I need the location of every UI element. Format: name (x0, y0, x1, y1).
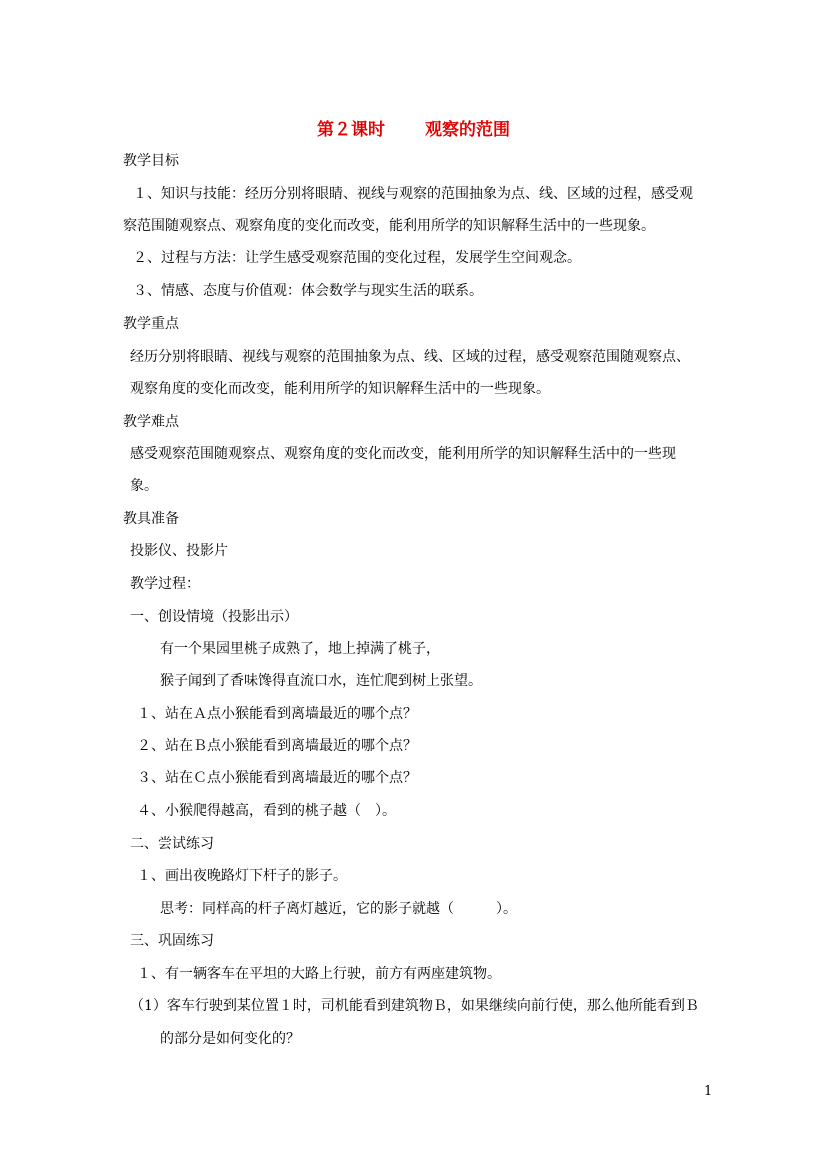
lesson-topic: 观察的范围 (425, 120, 510, 140)
goal-1-line-2: 察范围随观察点、观察角度的变化而改变，能利用所学的知识解释生活中的一些现象。 (123, 218, 655, 234)
lesson-title (0, 115, 827, 140)
section-heading-process: 教学过程： (130, 576, 200, 592)
difficulties-line-1: 感受观察范围随观察点、观察角度的变化而改变，能利用所学的知识解释生活中的一些现 (130, 446, 676, 462)
key-points-line-2: 观察角度的变化而改变，能利用所学的知识解释生活中的一些现象。 (130, 381, 550, 397)
practice-1: １、画出夜晚路灯下杆子的影子。 (137, 868, 347, 884)
step-2-heading: 二、尝试练习 (130, 836, 214, 852)
difficulties-line-2: 象。 (130, 478, 158, 494)
exercise-1-sub-1-line-1: （1）客车行驶到某位置１时，司机能看到建筑物Ｂ，如果继续向前行使，那么他所能看到Ｂ (130, 998, 699, 1014)
exercise-1-sub-1-line-2: 的部分是如何变化的？ (160, 1031, 300, 1047)
goal-1-line-1: １、知识与技能：经历分别将眼睛、视线与观察的范围抽象为点、线、区域的过程，感受观 (133, 186, 693, 202)
section-heading-goals: 教学目标 (123, 153, 179, 169)
key-points-line-1: 经历分别将眼睛、视线与观察的范围抽象为点、线、区域的过程，感受观察范围随观察点、 (130, 349, 690, 365)
lesson-number: 第２课时 (317, 120, 385, 140)
section-heading-materials: 教具准备 (123, 511, 179, 527)
story-line-1: 有一个果园里桃子成熟了，地上掉满了桃子， (160, 641, 440, 657)
goal-2: ２、过程与方法：让学生感受观察范围的变化过程，发展学生空间观念。 (133, 250, 581, 266)
materials: 投影仪、投影片 (130, 543, 228, 559)
question-3: ３、站在Ｃ点小猴能看到离墙最近的哪个点？ (137, 770, 417, 786)
exercise-1: １、有一辆客车在平坦的大路上行驶，前方有两座建筑物。 (137, 966, 501, 982)
step-1-heading: 一、创设情境（投影出示） (130, 609, 298, 625)
section-heading-difficulties: 教学难点 (123, 414, 179, 430)
page-number: 1 (704, 1084, 713, 1099)
question-2: ２、站在Ｂ点小猴能看到离墙最近的哪个点？ (137, 738, 417, 754)
step-3-heading: 三、巩固练习 (130, 933, 214, 949)
story-line-2: 猴子闻到了香味馋得直流口水，连忙爬到树上张望。 (160, 673, 482, 689)
goal-3: ３、情感、态度与价值观：体会数学与现实生活的联系。 (133, 283, 483, 299)
practice-thinking: 思考：同样高的杆子离灯越近，它的影子就越（ ）。 (160, 901, 517, 917)
section-heading-key-points: 教学重点 (123, 316, 179, 332)
question-1: １、站在Ａ点小猴能看到离墙最近的哪个点？ (137, 706, 417, 722)
question-4: ４、小猴爬得越高，看到的桃子越（ ）。 (137, 803, 396, 819)
